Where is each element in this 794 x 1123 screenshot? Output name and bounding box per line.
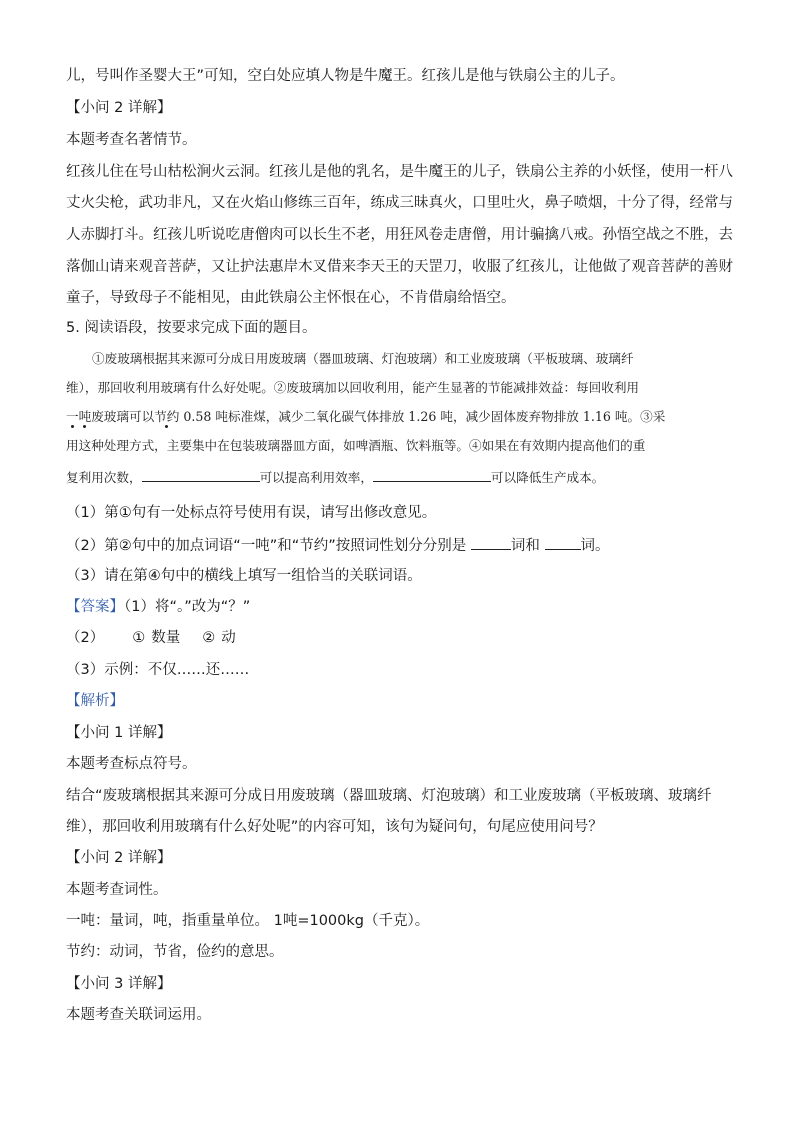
question-text: 词。 (580, 538, 610, 554)
text-line: 本题考查词性。 (66, 882, 168, 898)
text-line: 节约：动词，节省，俭约的意思。 (66, 944, 284, 960)
text-line: 红孩儿住在号山枯松涧火云洞。红孩儿是他的乳名，是牛魔王的儿子，铁扇公主养的小妖怪，使用一杆八 (66, 164, 733, 180)
text-line: 一吨：量词，吨，指重量单位。 1吨=1000kg（千克）。 (66, 913, 430, 929)
answer-blank-3[interactable] (471, 535, 511, 550)
text-line: 本题考查标点符号。 (66, 756, 197, 772)
passage-line (66, 408, 726, 426)
answer-text: 动 (221, 630, 236, 646)
section-heading: 【小问 2 详解】 (66, 850, 172, 866)
question-text: （2）第②句中的加点词语“一吨”和“节约”按照词性划分分别是 (66, 538, 471, 554)
section-heading: 【小问 1 详解】 (66, 725, 172, 741)
dotted-word-dun: 吨 (78, 409, 92, 424)
answer-line (66, 628, 730, 648)
question-item: （3）请在第④句中的横线上填写一组恰当的关联词语。 (66, 568, 422, 584)
passage-line (66, 467, 726, 487)
text-line: 丈火尖枪，武功非凡，又在火焰山修练三百年，练成三昧真火，口里吐火，鼻子喷烟，十分了得，经常与 (66, 195, 733, 211)
dotted-word-jieyue: 节约 (154, 409, 180, 424)
text-line: 结合“废玻璃根据其来源可分成日用废玻璃（器皿玻璃、灯泡玻璃）和工业废玻璃（平板玻璃、玻璃纤 (66, 788, 712, 804)
answer-text: （1）将“。”改为“？” (124, 599, 251, 615)
passage-text: 复利用次数， (66, 470, 142, 485)
passage-text: 可以降低生产成本。 (490, 470, 605, 485)
answer-number: （2） (66, 630, 105, 646)
passage-text: 可以提高利用效率， (259, 470, 373, 485)
answer-label: 【答案】 (66, 599, 124, 615)
answer-marker: ② (202, 630, 216, 646)
passage-text: 0.58 吨标准煤，减少二氧化碳气体排放 1.26 吨，减少固体废弃物排放 1.16 吨。③采 (179, 409, 666, 424)
text-line: 本题考查关联词运用。 (66, 1007, 211, 1023)
text-line: 本题考查名著情节。 (66, 132, 197, 148)
question-item: （1）第①句有一处标点符号使用有误，请写出修改意见。 (66, 505, 437, 521)
text-line: 落伽山请来观音菩萨，又让护法惠岸木叉借来李天王的天罡刀，收服了红孩儿，让他做了观音菩萨的善财 (66, 259, 733, 275)
dotted-word-yi: 一 (66, 409, 79, 424)
answer-blank-4[interactable] (545, 535, 581, 550)
question-text: 词和 (510, 538, 545, 554)
passage-line: 维），那回收利用玻璃有什么好处呢。②废玻璃加以回收利用，能产生显著的节能减排效益：每回收利用 (66, 380, 640, 395)
answer-blank-1[interactable] (142, 467, 260, 482)
text-line: 童子，导致母子不能相见，由此铁扇公主怀恨在心，不肯借扇给悟空。 (66, 290, 516, 306)
answer-line (66, 597, 730, 617)
passage-line: 用这种处理方式，主要集中在包装玻璃器皿方面，如啤酒瓶、饮料瓶等。④如果在有效期内提高他们的重 (66, 438, 646, 453)
question-title: 5. 阅读语段，按要求完成下面的题目。 (66, 320, 317, 336)
passage-text: 废玻璃可以 (91, 409, 155, 424)
section-heading: 【小问 3 详解】 (66, 976, 172, 992)
answer-marker: ① (132, 630, 146, 646)
text-line: 儿，号叫作圣婴大王”可知，空白处应填人物是牛魔王。红孩儿是他与铁扇公主的儿子。 (66, 68, 625, 84)
answer-blank-2[interactable] (373, 467, 491, 482)
analysis-label: 【解析】 (66, 693, 124, 709)
section-heading: 【小问 2 详解】 (66, 100, 172, 116)
passage-line: ①废玻璃根据其来源可分成日用废玻璃（器皿玻璃、灯泡玻璃）和工业废玻璃（平板玻璃、玻璃纤 (92, 351, 634, 366)
text-line: 人赤脚打斗。红孩儿听说吃唐僧肉可以长生不老，用狂风卷走唐僧，用计骗擒八戒。孙悟空战之不胜，去 (66, 227, 733, 243)
question-item (66, 535, 730, 556)
answer-text: 数量 (151, 630, 181, 646)
answer-line: （3）示例：不仅……还…… (66, 662, 250, 678)
text-line: 维），那回收利用玻璃有什么好处呢”的内容可知，该句为疑问句，句尾应使用问号？ (66, 819, 603, 835)
